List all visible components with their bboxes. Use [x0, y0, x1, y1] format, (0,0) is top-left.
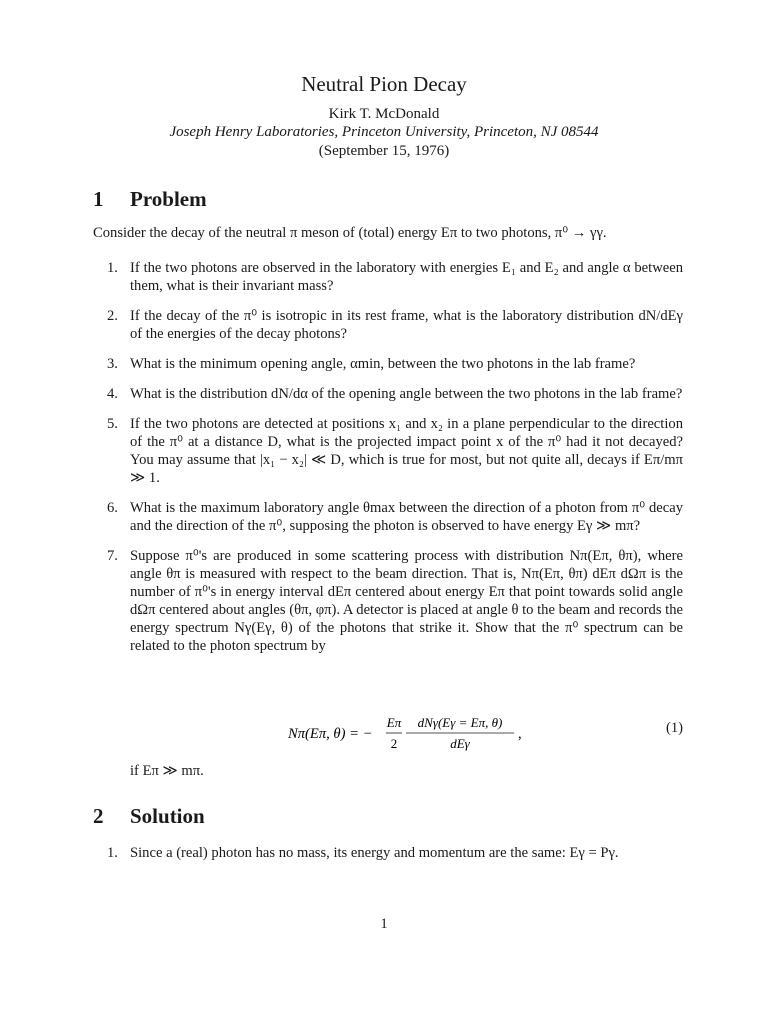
problem-intro: Consider the decay of the neutral π meson of (total) energy Eπ to two photons, π⁰ → γγ.	[93, 225, 607, 241]
section-heading-problem	[93, 187, 207, 212]
paper-date: (September 15, 1976)	[318, 143, 450, 159]
item-number: 7.	[107, 548, 118, 564]
section-heading-solution	[93, 804, 205, 829]
solution-item	[93, 844, 683, 862]
problem-item	[93, 547, 683, 655]
author-name: Kirk T. McDonald	[328, 106, 440, 122]
page-number: 1	[380, 916, 388, 932]
item-number: 1.	[107, 260, 118, 276]
item-text: If the decay of the π⁰ is isotropic in its rest frame, what is the laboratory distribution dN/dEγ of the energies of the decay photons?	[130, 308, 683, 342]
item-text: If the two photons are observed in the laboratory with energies E₁ and E₂ and angle α between them, what is their invariant mass?	[130, 260, 683, 294]
equation-lhs: Nπ(Eπ, θ) = −	[288, 726, 373, 742]
paper-title: Neutral Pion Decay	[301, 72, 467, 96]
item-text: What is the distribution dN/dα of the opening angle between the two photons in the lab frame?	[130, 386, 683, 402]
equation-body	[288, 712, 548, 752]
problem-item	[93, 415, 683, 487]
equation-1	[93, 706, 683, 750]
author-affiliation: Joseph Henry Laboratories, Princeton University, Princeton, NJ 08544	[169, 124, 599, 140]
section-title: Solution	[130, 804, 205, 828]
item-text: What is the maximum laboratory angle θmax between the direction of a photon from π⁰ decay and the direction of the π⁰, supposing the photon is observed to have energy Eγ ≫ mπ?	[130, 500, 683, 534]
section-title: Problem	[130, 187, 207, 211]
item-number: 6.	[107, 500, 118, 516]
equation-tail: ,	[518, 726, 522, 742]
item-text: Suppose π⁰'s are produced in some scattering process with distribution Nπ(Eπ, θπ), where angle θπ is measured with respect to the beam direction. That is, Nπ(Eπ, θπ) dEπ dΩπ is the number of π⁰'s in energy interval dEπ centered about energy Eπ that point towards solid angle dΩπ centered about angles (θπ, φπ). A detector is placed at angle θ to the beam and records the energy spectrum Nγ(Eγ, θ) of the photons that strike it. Show that the π⁰ spectrum can be related to the photon spectrum by	[130, 548, 683, 654]
item-number: 2.	[107, 308, 118, 324]
equation-fraction1-numerator: Eπ	[386, 715, 402, 730]
item-text: If the two photons are detected at positions x₁ and x₂ in a plane perpendicular to the direction of the π⁰ at a distance D, what is the projected impact point x of the π⁰ had it not decayed? You may assume that |x₁ − x₂| ≪ D, which is true for most, but not quite all, decays if Eπ/mπ ≫ 1.	[130, 416, 683, 486]
problem-item	[93, 259, 683, 295]
problem-list	[93, 259, 683, 667]
equation-fraction1-denominator: 2	[390, 736, 398, 751]
item-number: 3.	[107, 356, 118, 372]
section-number: 2	[93, 804, 104, 828]
item-number: 4.	[107, 386, 118, 402]
item-number: 5.	[107, 416, 118, 432]
equation-fraction2-denominator: dEγ	[450, 736, 470, 751]
problem-item	[93, 355, 683, 373]
problem-item	[93, 307, 683, 343]
equation-fraction2-numerator: dNγ(Eγ = Eπ, θ)	[417, 715, 503, 730]
item-text: Since a (real) photon has no mass, its energy and momentum are the same: Eγ = Pγ.	[130, 845, 619, 861]
equation-condition: if Eπ ≫ mπ.	[130, 763, 204, 779]
item-text: What is the minimum opening angle, αmin, between the two photons in the lab frame?	[130, 356, 636, 372]
problem-item	[93, 385, 683, 403]
section-number: 1	[93, 187, 104, 211]
equation-number: (1)	[665, 720, 683, 736]
item-number: 1.	[107, 845, 118, 861]
problem-item	[93, 499, 683, 535]
solution-list	[93, 844, 683, 874]
